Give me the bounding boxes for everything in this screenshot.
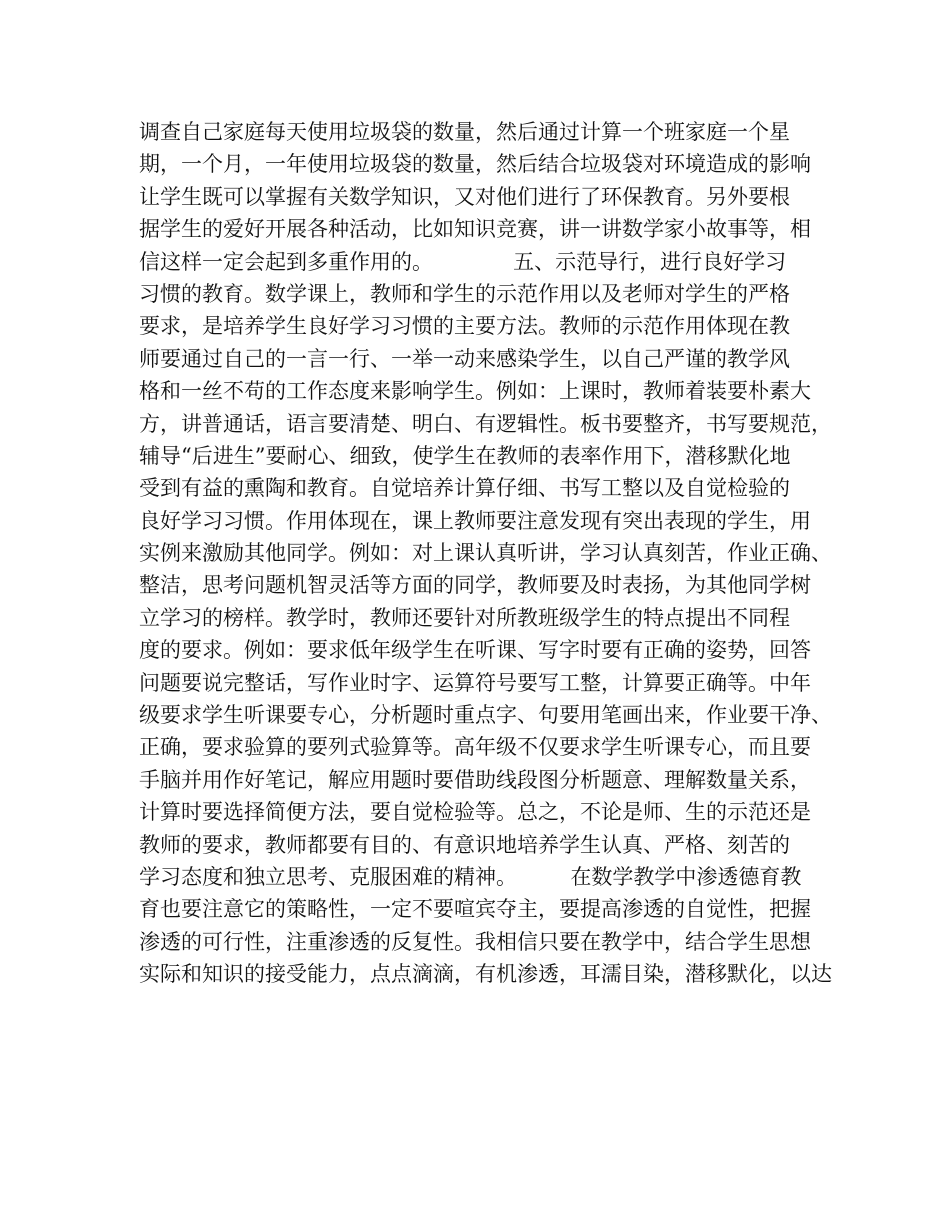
- body-text: [139, 116, 839, 991]
- text-line: 调查自己家庭每天使用垃圾袋的数量，然后通过计算一个班家庭一个星: [139, 120, 790, 144]
- text-line: 渗透的可行性，注重渗透的反复性。我相信只要在教学中，结合学生思想: [139, 929, 811, 954]
- text-line: 格和一丝不苟的工作态度来影响学生。例如：上课时，教师着装要朴素大: [139, 379, 811, 404]
- text-line: 受到有益的熏陶和教育。自觉培养计算仔细、书写工整以及自觉检验的: [139, 476, 790, 501]
- text-line: 立学习的榜样。教学时，教师还要针对所教班级学生的特点提出不同程: [139, 605, 790, 630]
- text-line: 习惯的教育。数学课上，教师和学生的示范作用以及老师对学生的严格: [139, 281, 790, 306]
- text-line: 师要通过自己的一言一行、一举一动来感染学生，以自己严谨的教学风: [139, 346, 790, 371]
- text-line: 问题要说完整话，写作业时字、运算符号要写工整，计算要正确等。中年: [139, 670, 811, 695]
- text-line: 教师的要求，教师都要有目的、有意识地培养学生认真、严格、刻苦的: [139, 832, 790, 857]
- text-line: 良好学习习惯。作用体现在，课上教师要注意发现有突出表现的学生，用: [139, 508, 811, 533]
- text-line: 让学生既可以掌握有关数学知识，又对他们进行了环保教育。另外要根: [139, 184, 790, 209]
- text-line: 度的要求。例如：要求低年级学生在听课、写字时要有正确的姿势，回答: [139, 638, 811, 663]
- text-line: 手脑并用作好笔记，解应用题时要借助线段图分析题意、理解数量关系，: [139, 767, 811, 792]
- text-line: 据学生的爱好开展各种活动，比如知识竞赛，讲一讲数学家小故事等，相: [139, 217, 811, 242]
- text-line: 实例来激励其他同学。例如：对上课认真听讲，学习认真刻苦，作业正确、: [139, 541, 832, 566]
- text-line: 辅导“后进生”要耐心、细致，使学生在教师的表率作用下，潜移默化地: [139, 443, 791, 468]
- text-line: 方，讲普通话，语言要清楚、明白、有逻辑性。板书要整齐，书写要规范，: [139, 411, 832, 436]
- text-line: 期，一个月，一年使用垃圾袋的数量，然后结合垃圾袋对环境造成的影响: [139, 152, 811, 177]
- text-line: 计算时要选择简便方法，要自觉检验等。总之，不论是师、生的示范还是: [139, 800, 811, 825]
- text-line: 正确，要求验算的要列式验算等。高年级不仅要求学生听课专心，而且要: [139, 735, 811, 760]
- text-line: 要求，是培养学生良好学习习惯的主要方法。教师的示范作用体现在教: [139, 314, 790, 339]
- text-line: 实际和知识的接受能力，点点滴滴，有机渗透，耳濡目染，潜移默化，以达: [139, 962, 832, 987]
- text-line: 级要求学生听课要专心，分析题时重点字、句要用笔画出来，作业要干净、: [139, 703, 832, 728]
- text-line: 育也要注意它的策略性，一定不要喧宾夺主，要提高渗透的自觉性，把握: [139, 897, 811, 922]
- text-line: 学习态度和独立思考、克服困难的精神。 在数学教学中渗透德育教: [139, 864, 802, 889]
- text-line: 信这样一定会起到多重作用的。 五、示范导行，进行良好学习: [139, 249, 787, 274]
- text-line: 整洁，思考问题机智灵活等方面的同学，教师要及时表扬，为其他同学树: [139, 573, 811, 598]
